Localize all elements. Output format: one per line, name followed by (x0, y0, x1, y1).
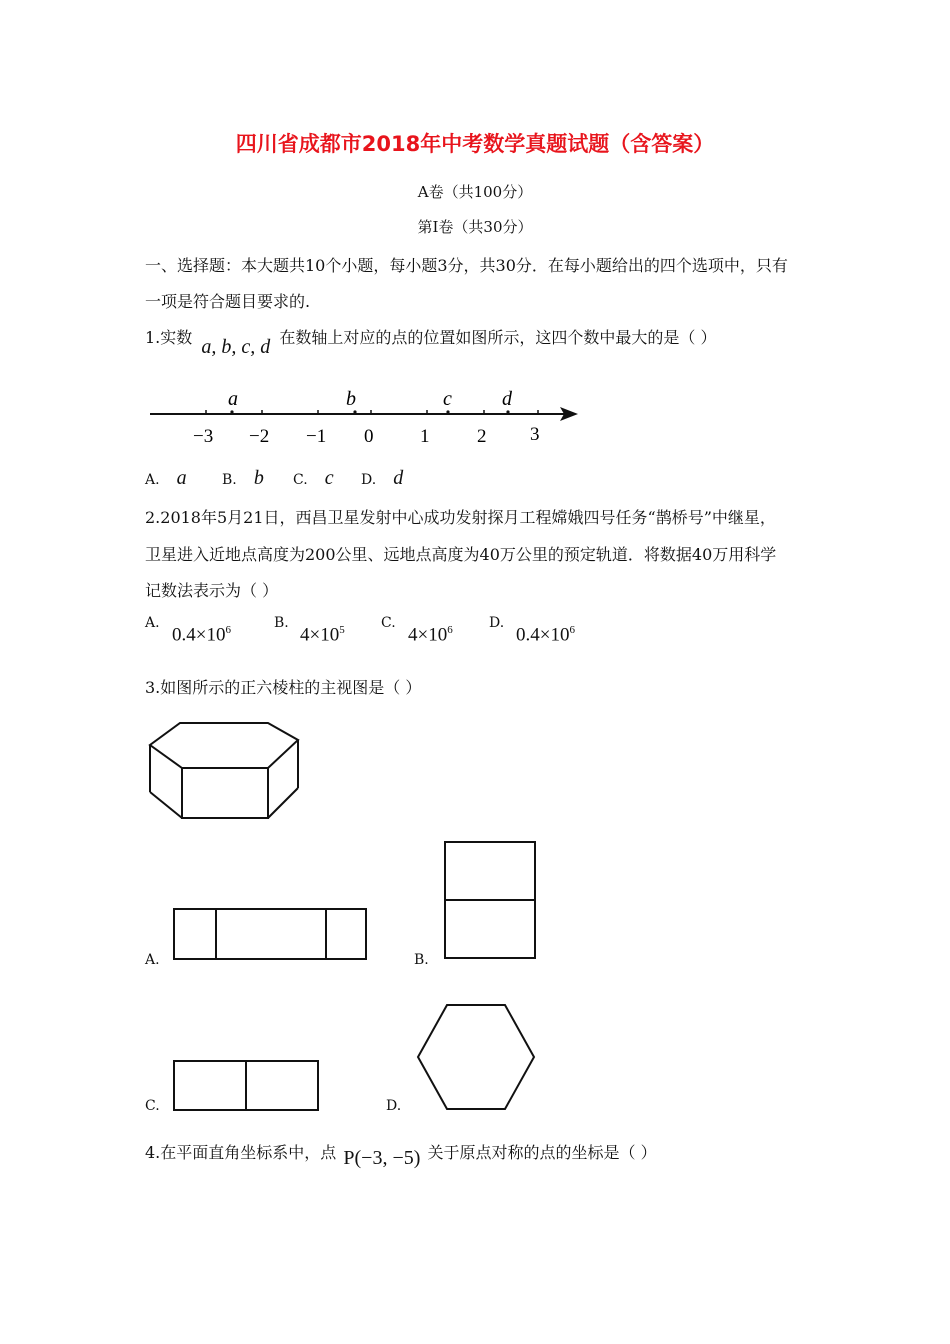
point-label-a: a (228, 388, 238, 410)
instructions-line-1: 一、选择题：本大题共10个小题，每小题3分，共30分．在每小题给出的四个选项中，只有 (145, 256, 788, 275)
q4-suffix: 关于原点对称的点的坐标是（ ） (427, 1143, 657, 1162)
option-d-hexagon (418, 1005, 534, 1109)
tick-label-neg1: −1 (306, 426, 327, 447)
point-label-b: b (346, 388, 356, 410)
page-title: 四川省成都市2018年中考数学真题试题（含答案） (235, 132, 715, 156)
q4-prefix: 4.在平面直角坐标系中，点 (145, 1143, 337, 1162)
q2-option-c-label: C. (381, 615, 396, 631)
q2-option-b-label: B. (274, 615, 289, 631)
section-a-heading: A卷（共100分） (417, 183, 533, 201)
option-exponent: 6 (225, 624, 231, 636)
option-base: 0.4×10 (172, 624, 226, 646)
question-4 (145, 1140, 657, 1169)
tick-label-neg2: −2 (249, 426, 270, 447)
option-base: 0.4×10 (516, 624, 570, 646)
option-exponent: 5 (339, 624, 345, 636)
q1-suffix: 在数轴上对应的点的位置如图所示，这四个数中最大的是（ ） (279, 328, 717, 347)
q2-option-d-label: D. (489, 615, 505, 631)
option-value: a (176, 467, 187, 489)
tick-label-3: 3 (530, 424, 540, 445)
option-base: 4×10 (408, 624, 448, 646)
option-label: A. (145, 472, 160, 488)
option-label: B. (222, 472, 237, 488)
option-value: b (253, 467, 264, 489)
option-label: D. (361, 472, 377, 488)
q4-point: P(−3, −5) (343, 1147, 421, 1169)
section-1-heading: 第Ⅰ卷（共30分） (417, 218, 533, 236)
question-2-line-3: 记数法表示为（ ） (145, 581, 279, 600)
question-3: 3.如图所示的正六棱柱的主视图是（ ） (145, 678, 422, 697)
tick-label-neg3: −3 (193, 426, 214, 447)
option-value: c (324, 467, 334, 489)
option-exponent: 6 (447, 624, 453, 636)
q1-vars: a, b, c, d (201, 336, 271, 358)
point-label-c: c (443, 388, 452, 410)
q1-prefix: 1.实数 (145, 328, 193, 347)
q3-option-c-label: C. (145, 1098, 160, 1114)
q3-option-b-label: B. (414, 952, 429, 968)
tick-label-0: 0 (364, 426, 374, 447)
question-2-line-2: 卫星进入近地点高度为200公里、远地点高度为40万公里的预定轨道．将数据40万用科学 (145, 545, 777, 564)
question-2-line-1: 2.2018年5月21日，西昌卫星发射中心成功发射探月工程嫦娥四号任务“鹊桥号”中继星， (145, 508, 776, 527)
option-base: 4×10 (300, 624, 340, 646)
instructions-line-2: 一项是符合题目要求的. (145, 292, 311, 311)
option-value: d (393, 467, 404, 489)
tick-label-2: 2 (477, 426, 487, 447)
tick-label-1: 1 (420, 426, 430, 447)
point-label-d: d (502, 388, 512, 410)
option-label: C. (293, 472, 308, 488)
q2-option-a-label: A. (145, 615, 160, 631)
option-exponent: 6 (569, 624, 575, 636)
q3-option-a-label: A. (145, 952, 160, 968)
q3-option-d-label: D. (386, 1098, 402, 1114)
